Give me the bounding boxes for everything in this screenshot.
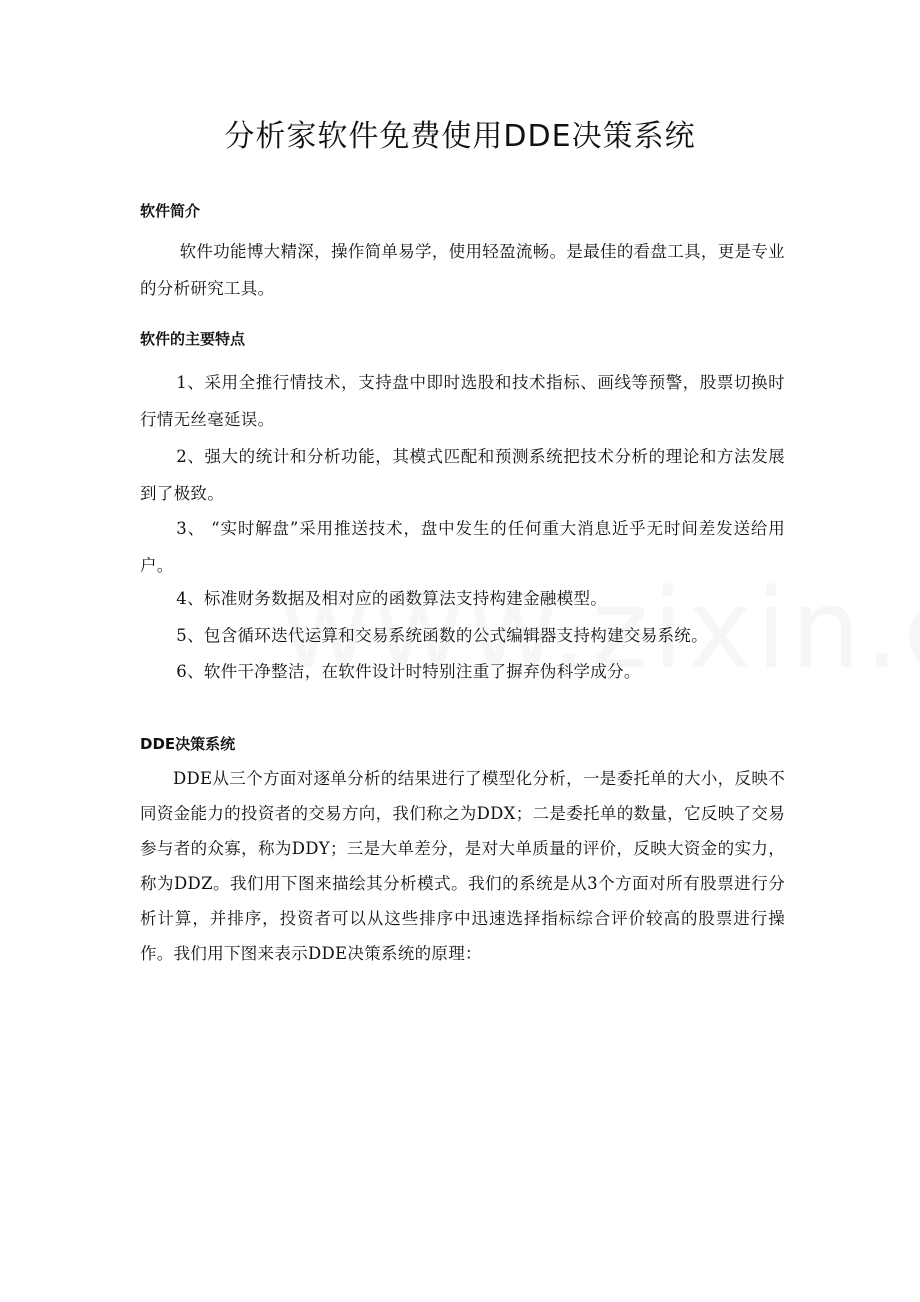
feature-item-5: 5、包含循环迭代运算和交易系统函数的公式编辑器支持构建交易系统。: [176, 626, 708, 645]
document-title: 分析家软件免费使用DDE决策系统: [224, 119, 696, 154]
feature-item-1: 1、采用全推行情技术，支持盘中即时选股和技术指标、画线等预警，股票切换时行情无丝毫延误。: [140, 373, 785, 429]
feature-item-6: 6、软件干净整洁，在软件设计时特别注重了摒弃伪科学成分。: [176, 662, 641, 681]
feature-item-2: 2、强大的统计和分析功能，其模式匹配和预测系统把技术分析的理论和方法发展到了极致。: [140, 447, 785, 503]
dde-paragraph: DDE从三个方面对逐单分析的结果进行了模型化分析，一是委托单的大小，反映不同资金能力的投资者的交易方向，我们称之为DDX；二是委托单的数量，它反映了交易参与者的众寡，称为DDY；三是大单差分，是对大单质量的评价，反映大资金的实力，称为DDZ。我们用下图来描绘其分析模式。我们的系统是从3个方面对所有股票进行分析计算，并排序，投资者可以从这些排序中迅速选择指标综合评价较高的股票进行操作。我们用下图来表示DDE决策系统的原理：: [140, 769, 785, 963]
feature-item-4: 4、标准财务数据及相对应的函数算法支持构建金融模型。: [176, 589, 608, 608]
section-heading-features: 软件的主要特点: [140, 330, 246, 348]
section-heading-intro: 软件简介: [140, 202, 201, 220]
feature-item-3: 3、 “实时解盘”采用推送技术，盘中发生的任何重大消息近乎无时间差发送给用户。: [140, 519, 785, 575]
intro-paragraph: 软件功能博大精深，操作简单易学，使用轻盈流畅。是最佳的看盘工具，更是专业的分析研究工具。: [140, 242, 785, 298]
section-heading-dde: DDE决策系统: [140, 735, 236, 753]
